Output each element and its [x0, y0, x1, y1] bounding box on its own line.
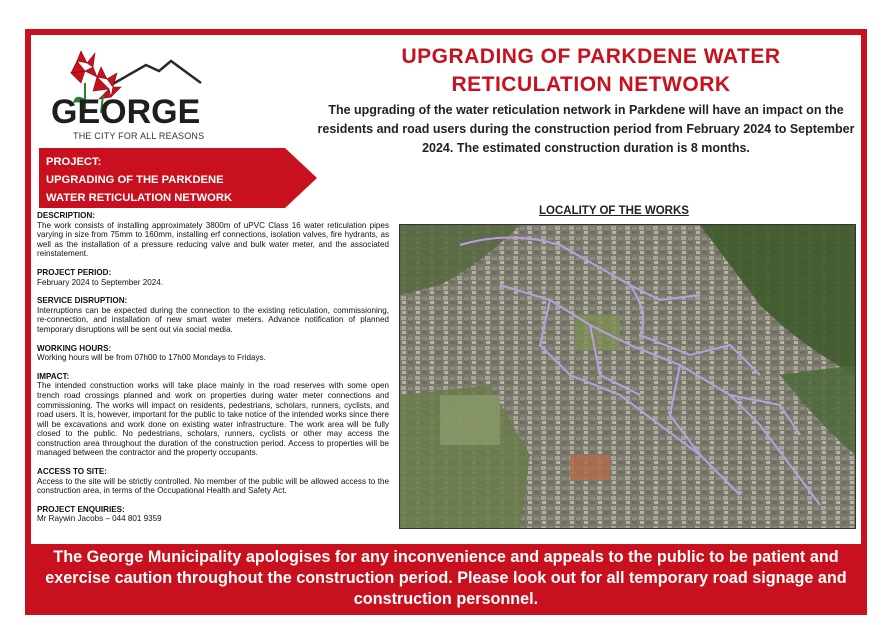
section-body: The intended construction works will take place mainly in the road reserves with some open trench road crossings planned and work on properties during water meter connections and commissioning. The works will impact on residents, pedestrians, scholars, runners, cyclists, and road users. It is, however, important for the public to take notice of the intended works since there will be excavations and work done on existing water infrastructure. The work area will be fully closed to the public. No pedestrians, scholars, runners, cyclists or other may access the construction area throughout the duration of the construction period. Access to properties will be managed between the contractor and the property occupants.: [37, 381, 389, 458]
intro-paragraph: The upgrading of the water reticulation network in Parkdene will have an impact on the residents and road users during the construction period from February 2024 to September 2024. The estimated construction duration is 8 months.: [317, 103, 855, 155]
aerial-photo: [400, 225, 855, 528]
hours-section: [37, 344, 389, 363]
project-name-line-1: UPGRADING OF THE PARKDENE: [46, 174, 224, 186]
disruption-section: [37, 296, 389, 334]
section-body: Working hours will be from 07h00 to 17h00 Mondays to Fridays.: [37, 353, 266, 363]
section-heading: IMPACT:: [37, 371, 70, 381]
access-section: [37, 467, 389, 496]
logo-wordmark: GEORGE: [51, 93, 201, 131]
section-heading: WORKING HOURS:: [37, 343, 112, 353]
locality-aerial-map: [399, 224, 856, 529]
project-banner: [39, 148, 317, 208]
project-label: PROJECT:: [46, 156, 102, 168]
section-heading: PROJECT PERIOD:: [37, 267, 112, 277]
section-body: February 2024 to September 2024.: [37, 277, 163, 287]
poster-frame: [25, 29, 867, 615]
title-line-1: UPGRADING OF PARKDENE WATER: [401, 45, 781, 68]
title-line-2: RETICULATION NETWORK: [451, 73, 731, 96]
section-heading: DESCRIPTION:: [37, 211, 96, 220]
poster-body: [31, 35, 861, 544]
section-heading: PROJECT ENQUIRIES:: [37, 504, 125, 514]
page-title: [331, 43, 851, 99]
apology-footer: The George Municipality apologises for any inconvenience and appeals to the public to be patient and exercise caution throughout the construction period. Please look out for all temporary road signage and construction personnel.: [45, 548, 847, 608]
section-body: Mr Raywin Jacobs – 044 801 9359: [37, 514, 162, 524]
impact-section: [37, 372, 389, 458]
period-section: [37, 268, 389, 287]
section-heading: ACCESS TO SITE:: [37, 467, 108, 477]
section-heading: SERVICE DISRUPTION:: [37, 296, 128, 306]
section-body: Access to the site will be strictly controlled. No member of the public will be allowed access to the construction area, in terms of the Occupational Health and Safety Act.: [37, 476, 389, 496]
description-section: [37, 211, 389, 259]
project-details: [37, 211, 389, 533]
project-name-line-2: WATER RETICULATION NETWORK: [46, 192, 233, 204]
section-body: Interruptions can be expected during the connection to the existing reticulation, commissioning, re-connection, and installation of new smart water meters. Advance notification of planned temporary disruptions will be sent out via social media.: [37, 305, 389, 334]
locality-title: LOCALITY OF THE WORKS: [539, 205, 689, 217]
logo-tagline: THE CITY FOR ALL REASONS: [73, 131, 205, 141]
enquiries-section: [37, 505, 389, 524]
section-body: The work consists of installing approximately 3800m of uPVC Class 16 water reticulation pipes varying in size from 75mm to 160mm, installing erf connections, isolation valves, fire hydrants, as well as the installation of a pressure reducing valve and bulk water meter, and the associated reinstatement.: [37, 220, 389, 259]
